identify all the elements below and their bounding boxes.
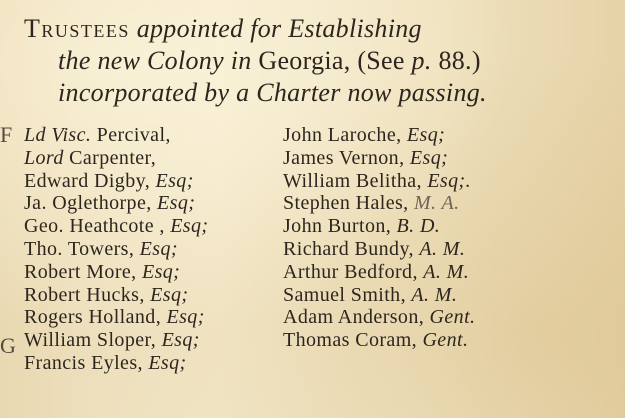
heading-line-2 — [58, 46, 481, 76]
trustee-right-5: John Burton, B. D. — [283, 215, 441, 238]
heading-colony: the new Colony in — [58, 46, 259, 75]
trustee-right-10: Thomas Coram, Gent. — [283, 329, 469, 352]
trustee-right-9: Adam Anderson, Gent. — [283, 306, 476, 329]
heading-trustees: Trustees — [24, 14, 130, 43]
trustee-left-6: Tho. Towers, Esq; — [24, 237, 178, 260]
trustee-right-7: Arthur Bedford, A. M. — [283, 260, 470, 283]
trustee-left-3: Edward Digby, Esq; — [24, 169, 194, 192]
margin-letter-g: G — [0, 333, 16, 358]
trustee-right-4: Stephen Hales, M. A. — [283, 192, 460, 215]
left-column — [24, 124, 279, 375]
trustee-left-11: Francis Eyles, Esq; — [24, 351, 187, 374]
trustee-left-8: Robert Hucks, Esq; — [24, 283, 189, 306]
trustee-right-1: John Laroche, Esq; — [283, 124, 446, 146]
trustee-left-2: Lord Carpenter, — [24, 146, 157, 169]
margin-letter-f: F — [0, 122, 13, 147]
trustee-left-7: Robert More, Esq; — [24, 260, 181, 283]
trustee-left-4: Ja. Oglethorpe, Esq; — [24, 192, 196, 215]
trustee-left-1: Ld Visc. Percival, — [24, 124, 171, 146]
trustee-left-10: William Sloper, Esq; — [24, 329, 200, 352]
heading-georgia: Georgia, (See — [258, 46, 412, 75]
trustee-right-3: William Belitha, Esq;. — [283, 169, 471, 192]
trustee-left-5: Geo. Heathcote , Esq; — [24, 215, 209, 238]
trustee-right-2: James Vernon, Esq; — [283, 146, 449, 169]
trustee-right-6: Richard Bundy, A. M. — [283, 237, 466, 260]
heading-appointed: appointed for Establishing — [129, 14, 422, 43]
trustee-left-9: Rogers Holland, Esq; — [24, 306, 205, 329]
heading-line-3: incorporated by a Charter now passing. — [58, 78, 487, 107]
trustee-right-8: Samuel Smith, A. M. — [283, 283, 458, 306]
heading-page-number: 88.) — [431, 46, 481, 75]
heading-line-1 — [24, 14, 422, 44]
heading-page-abbrev: p. — [411, 46, 432, 75]
right-column — [283, 124, 618, 352]
